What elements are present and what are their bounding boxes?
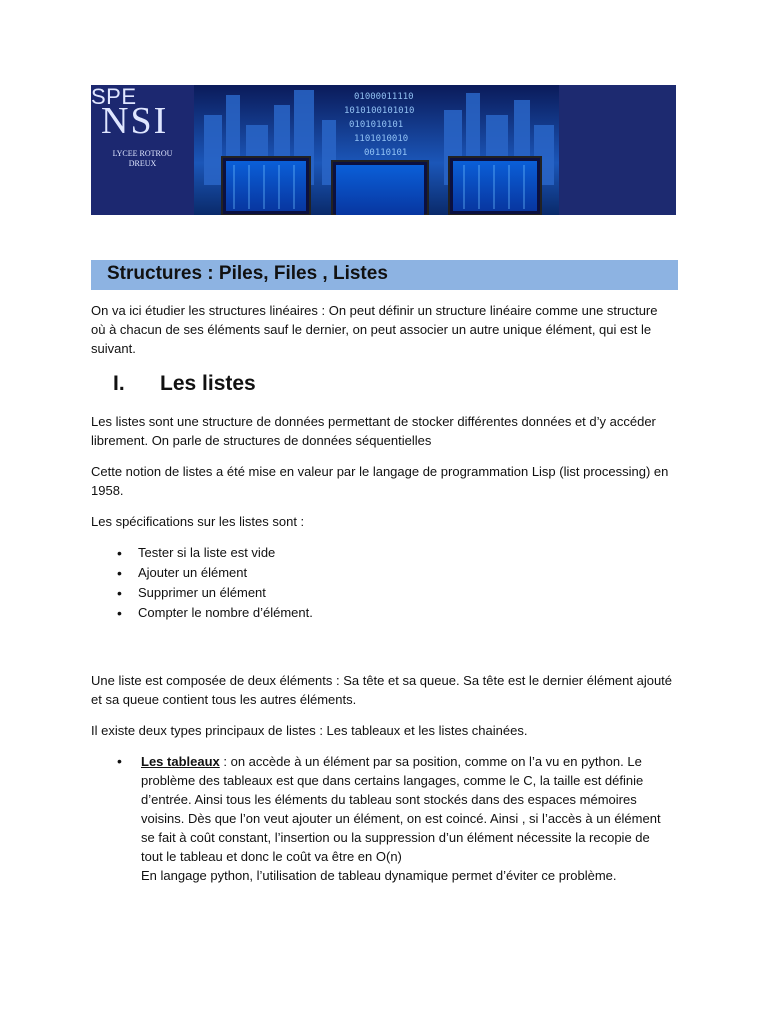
tableaux-text [141, 752, 681, 885]
list-item: • Compter le nombre d’élément. [117, 603, 313, 623]
banner-school-name: LYCEE ROTROU [112, 149, 173, 158]
specifications-intro: Les spécifications sur les listes sont : [91, 514, 305, 529]
tableaux-line: se fait à coût constant, l’insertion ou la suppression d’un élément nécessite la recopie de [141, 830, 650, 845]
tableaux-line: voisins. Dès que l’on veut ajouter un élément, on est coincé. Ainsi , si l’accès à un élément [141, 811, 661, 826]
section-number: I. [113, 372, 125, 395]
document-title: Structures : Piles, Files , Listes [107, 263, 388, 284]
intro-line-1: On va ici étudier les structures linéaires : On peut définir un structure linéaire comme une structure [91, 303, 658, 318]
list-item: • Supprimer un élément [117, 583, 313, 603]
paragraph-line: librement. On parle de structures de données séquentielles [91, 433, 432, 448]
svg-text:1010100101010: 1010100101010 [344, 106, 415, 116]
tableaux-line: En langage python, l’utilisation de tableau dynamique permet d’éviter ce problème. [141, 868, 617, 883]
tableaux-line: problème des tableaux est que dans certains langages, comme le C, la taille est définie [141, 773, 644, 788]
intro-line-3: suivant. [91, 341, 136, 356]
paragraph-line: Les listes sont une structure de données permettant de stocker différentes données et d’y accéder [91, 414, 656, 429]
listes-definition-paragraph [91, 412, 681, 450]
banner-nsi-text: NSI [101, 100, 169, 142]
banner-school-city: DREUX [128, 159, 157, 168]
paragraph-line: Cette notion de listes a été mise en valeur par le langage de programmation Lisp (list processing) en [91, 464, 669, 479]
list-item: • Ajouter un élément [117, 563, 313, 583]
paragraph-line: 1958. [91, 483, 124, 498]
banner-city-laptops-image [194, 85, 559, 215]
document-title-bar [91, 260, 678, 290]
intro-line-2: où à chacun de ses éléments sauf le dernier, on peut associer un autre unique élément, qui est le [91, 322, 652, 337]
header-banner [91, 85, 676, 215]
banner-right-panel [559, 85, 676, 215]
svg-text:00110101: 00110101 [364, 148, 408, 158]
tableaux-line-1-text: : on accède à un élément par sa position, comme on l’a vu en python. Le [219, 754, 642, 769]
paragraph-line: et sa queue contient tous les autres éléments. [91, 692, 357, 707]
list-item: • Tester si la liste est vide [117, 543, 313, 563]
section-heading: Les listes [160, 372, 256, 395]
list-types-paragraph: Il existe deux types principaux de listes : Les tableaux et les listes chainées. [91, 723, 528, 738]
paragraph-line: Une liste est composée de deux éléments : Sa tête et sa queue. Sa tête est le dernier élément ajouté [91, 673, 673, 688]
lisp-history-paragraph [91, 462, 681, 500]
svg-text:1101010010: 1101010010 [354, 134, 409, 144]
banner-school-text [91, 149, 194, 169]
banner-spe-text: SPE [91, 85, 137, 109]
svg-text:01000011110: 01000011110 [354, 92, 414, 102]
tableaux-line: tout le tableau et donc le coût va être en O(n) [141, 849, 402, 864]
specifications-list [117, 543, 313, 623]
intro-paragraph [91, 301, 681, 358]
bullet-icon: • [117, 753, 122, 769]
head-tail-paragraph [91, 671, 681, 709]
tableaux-line-1 [141, 752, 681, 771]
banner-logo-block [91, 85, 194, 215]
tableaux-label: Les tableaux [141, 754, 220, 769]
svg-text:0101010101: 0101010101 [349, 120, 404, 130]
tableaux-line: d’entrée. Ainsi tous les éléments du tableau sont stockés dans des espaces mémoires [141, 792, 637, 807]
